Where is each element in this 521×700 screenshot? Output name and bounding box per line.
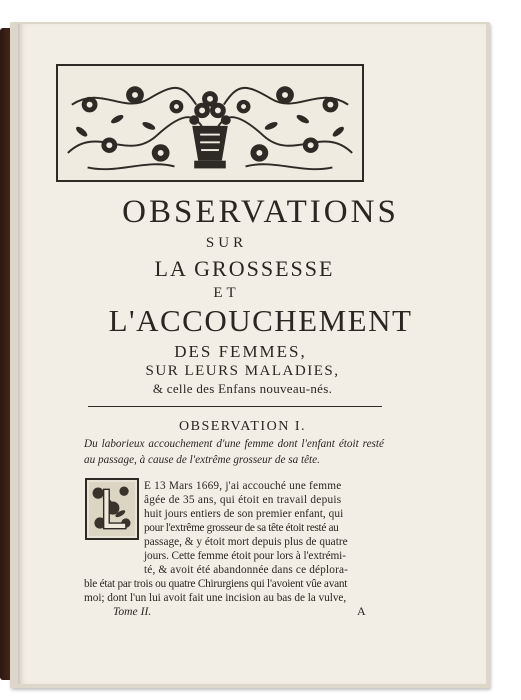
- body-line-3: huit jours entiers de son premier enfant, qui: [144, 508, 344, 520]
- body-line-5: passage, & y étoit mort depuis plus de quatre: [144, 536, 348, 548]
- title-line-grossesse: LA GROSSESSE: [154, 256, 335, 281]
- title-line-observations: OBSERVATIONS: [122, 194, 399, 230]
- body-line-6: jours. Cette femme étoit pour lors à l'extrémi-: [144, 550, 346, 562]
- title-line-sur: SUR: [205, 235, 248, 251]
- headpiece-ornament: [56, 64, 364, 182]
- body-line-4: pour l'extrême grosseur de sa tête étoit resté au: [144, 522, 339, 534]
- volume-marker: Tome II.: [113, 605, 152, 618]
- title-rule: [88, 406, 382, 407]
- title-line-maladies: SUR LEURS MALADIES,: [145, 363, 340, 379]
- signature-mark: A: [357, 604, 366, 618]
- title-line-femmes: DES FEMMES,: [174, 342, 307, 361]
- title-line-enfans: & celle des Enfans nouveau-nés.: [152, 381, 333, 396]
- title-line-accouchement: L'ACCOUCHEMENT: [108, 303, 413, 338]
- body-line-2: âgée de 35 ans, qui étoit en travail depuis: [144, 494, 342, 506]
- body-line-1: E 13 Mars 1669, j'ai accouché une femme: [144, 480, 342, 492]
- body-line-8-full: ble état par trois ou quatre Chirurgiens qui l'avoient vûe avant: [84, 578, 348, 590]
- observation-subtitle: Du laborieux accouchement d'une femme dont l'enfant étoit resté au passage, à cause de l'extrême grosseur de sa tête.: [84, 438, 384, 466]
- title-line-et: ET: [213, 285, 240, 301]
- body-line-9-full: moi; dont l'un lui avoit fait une incision au bas de la vulve,: [84, 592, 347, 604]
- body-line-7: té, & avoit été abandonnée dans ce déplora-: [144, 564, 349, 576]
- observation-heading: OBSERVATION I.: [179, 419, 306, 434]
- drop-capital-l-ornament: [85, 478, 139, 540]
